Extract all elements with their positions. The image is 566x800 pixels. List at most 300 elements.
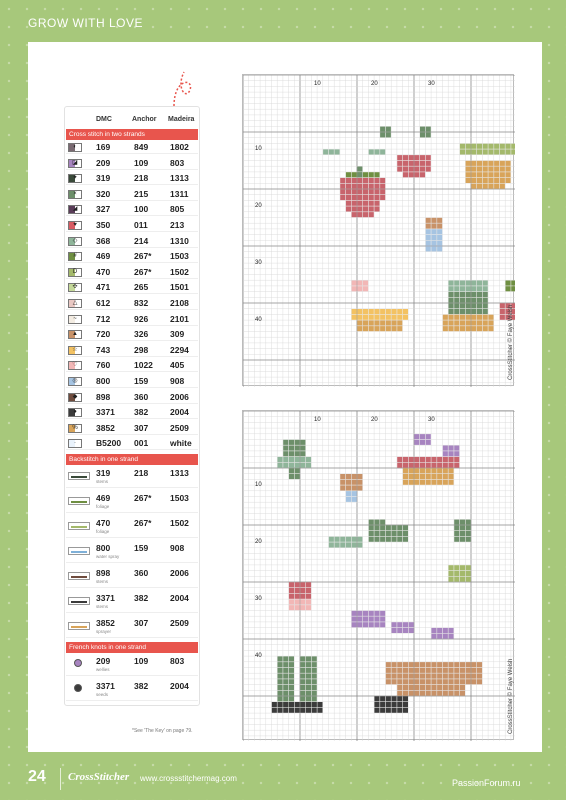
stitch-cell (369, 149, 374, 154)
stitch-cell (477, 674, 482, 679)
stitch-cell (312, 668, 317, 673)
ribbon-loop-icon (172, 68, 196, 108)
madeira-code: 309 (170, 329, 185, 340)
stitch-cell (374, 172, 379, 177)
stitch-cell (352, 172, 357, 177)
stitch-cell (414, 167, 419, 172)
stitch-cell (380, 525, 385, 530)
stitch-cell (300, 594, 305, 599)
stitch-cell (403, 315, 408, 320)
axis-label-left: 10 (255, 146, 262, 152)
stitch-cell (374, 184, 379, 189)
cross-stitch-row (66, 235, 198, 248)
stitch-cell (283, 702, 288, 707)
stitch-cell (289, 702, 294, 707)
line-swatch (68, 522, 90, 530)
stitch-cell (471, 326, 476, 331)
stitch-cell (363, 320, 368, 325)
stitch-cell (454, 281, 459, 286)
stitch-cell (306, 702, 311, 707)
stitch-cell (346, 189, 351, 194)
stitch-cell (500, 144, 505, 149)
stitch-cell (397, 167, 402, 172)
stitch-cell (295, 702, 300, 707)
line-swatch (68, 472, 90, 480)
dmc-code: 209 (96, 656, 111, 666)
stitch-cell (477, 298, 482, 303)
stitch-cell (346, 201, 351, 206)
stitch-cell (506, 178, 511, 183)
stitch-cell (437, 241, 442, 246)
dmc-code: 469 (96, 493, 111, 503)
anchor-code: 218 (134, 173, 149, 184)
stitch-cell (403, 662, 408, 667)
stitch-cell (454, 303, 459, 308)
stitch-cell (460, 674, 465, 679)
stitch-cell (374, 622, 379, 627)
stitch-cell (437, 668, 442, 673)
stitch-cell (380, 696, 385, 701)
stitch-cell (363, 622, 368, 627)
stitch-cell (477, 303, 482, 308)
anchor-code: 326 (134, 329, 149, 340)
stitch-cell (357, 542, 362, 547)
stitch-cell (380, 320, 385, 325)
stitch-cell (449, 320, 454, 325)
stitch-cell (357, 611, 362, 616)
symbol-swatch: ◇ (68, 237, 82, 246)
cross-stitch-row (66, 422, 198, 435)
stitch-cell (397, 679, 402, 684)
stitch-cell (500, 309, 505, 314)
stitch-cell (420, 679, 425, 684)
stitch-cell (312, 679, 317, 684)
stitch-cell (506, 167, 511, 172)
stitch-cell (312, 708, 317, 713)
stitch-cell (443, 474, 448, 479)
stitch-cell (300, 605, 305, 610)
stitch-cell (369, 212, 374, 217)
stitch-cell (477, 315, 482, 320)
anchor-code: 267* (134, 518, 152, 528)
stitch-cell (300, 457, 305, 462)
stitch-cell (409, 155, 414, 160)
stitch-cell (380, 149, 385, 154)
stitch-cell (477, 679, 482, 684)
dmc-code: 800 (96, 376, 111, 386)
stitch-cell (494, 144, 499, 149)
stitch-cell (403, 685, 408, 690)
madeira-code: 2006 (170, 391, 189, 402)
pattern-chart-bottom (242, 410, 514, 740)
stitch-cell (403, 309, 408, 314)
stitch-cell (477, 172, 482, 177)
stitch-cell (506, 172, 511, 177)
symbol-swatch: ▲ (68, 330, 82, 339)
stitch-cell (278, 457, 283, 462)
stitch-cell (454, 525, 459, 530)
stitch-cell (386, 326, 391, 331)
stitch-cell (357, 212, 362, 217)
column-header-dmc: DMC (96, 116, 112, 123)
stitch-cell (289, 451, 294, 456)
madeira-code: 2004 (170, 407, 189, 418)
stitch-cell (500, 184, 505, 189)
stitch-cell (454, 292, 459, 297)
stitch-cell (403, 674, 408, 679)
madeira-code: 2108 (170, 298, 189, 308)
stitch-cell (363, 309, 368, 314)
stitch-cell (289, 594, 294, 599)
cross-stitch-row (66, 297, 198, 310)
stitch-cell (426, 241, 431, 246)
stitch-cell (317, 702, 322, 707)
stitch-cell (289, 468, 294, 473)
stitch-cell (289, 656, 294, 661)
stitch-cell (477, 326, 482, 331)
stitch-cell (409, 691, 414, 696)
stitch-cell (352, 315, 357, 320)
stitch-cell (340, 184, 345, 189)
stitch-cell (420, 662, 425, 667)
stitch-cell (346, 178, 351, 183)
stitch-cell (403, 525, 408, 530)
stitch-cell (420, 480, 425, 485)
stitch-cell (386, 315, 391, 320)
stitch-cell (460, 668, 465, 673)
stitch-cell (431, 474, 436, 479)
chart-bottom-credit: CrossStitcher © Faye Welsh (508, 658, 514, 734)
stitch-cell (278, 463, 283, 468)
backstitch-row (66, 566, 198, 588)
stitch-cell (346, 542, 351, 547)
stitch-cell (363, 617, 368, 622)
stitch-cell (386, 132, 391, 137)
madeira-code: 1501 (170, 282, 189, 293)
stitch-cell (312, 674, 317, 679)
stitch-cell (500, 178, 505, 183)
stitch-cell (357, 320, 362, 325)
stitch-cell (431, 628, 436, 633)
stitch-cell (449, 309, 454, 314)
stitch-cell (437, 679, 442, 684)
stitch-cell (437, 634, 442, 639)
stitch-cell (397, 685, 402, 690)
stitch-cell (426, 132, 431, 137)
backstitch-row (66, 491, 198, 513)
cross-stitch-row (66, 266, 198, 279)
stitch-cell (506, 161, 511, 166)
stitch-cell (397, 463, 402, 468)
stitch-cell (443, 480, 448, 485)
cross-stitch-row (66, 219, 198, 232)
stitch-cell (300, 588, 305, 593)
french-knot-row (66, 679, 198, 701)
stitch-cell (278, 691, 283, 696)
cross-stitch-row (66, 328, 198, 341)
stitch-cell (386, 309, 391, 314)
stitch-cell (454, 315, 459, 320)
stitch-cell (289, 685, 294, 690)
stitch-cell (386, 679, 391, 684)
stitch-cell (466, 178, 471, 183)
dmc-code: 712 (96, 313, 111, 324)
stitch-cell (460, 565, 465, 570)
stitch-cell (397, 537, 402, 542)
stitch-cell (363, 189, 368, 194)
column-header-madeira: Madeira (168, 116, 195, 123)
french-knot-row (66, 654, 198, 676)
stitch-cell (352, 212, 357, 217)
stitch-cell (471, 674, 476, 679)
stitch-cell (466, 303, 471, 308)
stitch-cell (300, 662, 305, 667)
stitch-cell (471, 281, 476, 286)
stitch-cell (409, 474, 414, 479)
dmc-code: 169 (96, 142, 111, 152)
stitch-cell (431, 691, 436, 696)
stitch-cell (397, 457, 402, 462)
dmc-code: 898 (96, 391, 111, 402)
stitch-cell (300, 691, 305, 696)
stitch-cell (289, 599, 294, 604)
cross-stitch-row (66, 157, 198, 170)
stitch-cell (443, 315, 448, 320)
madeira-code: 2509 (170, 618, 189, 628)
stitch-cell (426, 457, 431, 462)
stitch-cell (494, 172, 499, 177)
stitch-cell (397, 622, 402, 627)
stitch-cell (454, 298, 459, 303)
stitch-cell (449, 668, 454, 673)
stitch-cell (431, 246, 436, 251)
stitch-cell (300, 582, 305, 587)
stitch-cell (426, 229, 431, 234)
stitch-cell (374, 696, 379, 701)
stitch-cell (295, 446, 300, 451)
symbol-swatch: ♥ (68, 221, 82, 230)
stitch-cell (466, 525, 471, 530)
stitch-cell (431, 468, 436, 473)
stitch-cell (403, 474, 408, 479)
stitch-cell (466, 520, 471, 525)
madeira-code: 2004 (170, 593, 189, 603)
anchor-code: 100 (134, 204, 149, 215)
stitch-cell (431, 668, 436, 673)
anchor-code: 360 (134, 568, 149, 578)
stitch-cell (295, 468, 300, 473)
stitch-cell (369, 537, 374, 542)
madeira-code: 2101 (170, 313, 189, 324)
stitch-cell (283, 668, 288, 673)
stitch-cell (449, 292, 454, 297)
anchor-code: 926 (134, 313, 149, 324)
stitch-cell (414, 172, 419, 177)
stitch-cell (352, 497, 357, 502)
stitch-cell (346, 480, 351, 485)
stitch-cell (466, 537, 471, 542)
stitch-cell (352, 206, 357, 211)
madeira-code: 1503 (170, 251, 189, 262)
stitch-cell (386, 708, 391, 713)
stitch-cell (477, 161, 482, 166)
stitch-cell (312, 696, 317, 701)
symbol-swatch: % (68, 424, 82, 433)
stitch-cell (295, 605, 300, 610)
symbol-swatch: ◎ (68, 377, 82, 386)
stitch-cell (403, 628, 408, 633)
stitch-cell (306, 457, 311, 462)
stitch-cell (374, 309, 379, 314)
stitch-cell (443, 463, 448, 468)
stitch-cell (272, 702, 277, 707)
anchor-code: 832 (134, 298, 149, 308)
stitch-cell (397, 702, 402, 707)
dmc-code: 319 (96, 468, 111, 478)
stitch-cell (454, 685, 459, 690)
stitch-cell (289, 679, 294, 684)
stitch-cell (300, 702, 305, 707)
stitch-cell (295, 588, 300, 593)
madeira-code: 2004 (170, 681, 189, 691)
stitch-cell (426, 434, 431, 439)
stitch-cell (352, 474, 357, 479)
stitch-cell (403, 172, 408, 177)
stitch-cell (289, 457, 294, 462)
stitch-cell (449, 457, 454, 462)
watermark: PassionForum.ru (452, 778, 521, 788)
stitch-cell (403, 161, 408, 166)
stitch-cell (488, 167, 493, 172)
stitch-cell (380, 708, 385, 713)
stitch-cell (374, 315, 379, 320)
chart-bottom-grid (243, 411, 515, 741)
stitch-cell (420, 127, 425, 132)
stitch-cell (357, 184, 362, 189)
stitch-cell (357, 485, 362, 490)
usage-note: stems (96, 479, 109, 484)
anchor-code: 382 (134, 681, 149, 691)
stitch-cell (357, 281, 362, 286)
stitch-cell (278, 662, 283, 667)
usage-note: stems (96, 579, 109, 584)
stitch-cell (392, 702, 397, 707)
stitch-cell (426, 662, 431, 667)
axis-label-top: 30 (428, 417, 435, 423)
stitch-cell (443, 326, 448, 331)
stitch-cell (306, 605, 311, 610)
stitch-cell (397, 161, 402, 166)
stitch-cell (392, 668, 397, 673)
symbol-swatch: ✦ (68, 174, 82, 183)
stitch-cell (426, 685, 431, 690)
stitch-cell (352, 611, 357, 616)
stitch-cell (466, 144, 471, 149)
stitch-cell (443, 691, 448, 696)
stitch-cell (488, 144, 493, 149)
stitch-cell (329, 537, 334, 542)
stitch-cell (449, 286, 454, 291)
stitch-cell (392, 679, 397, 684)
stitch-cell (289, 446, 294, 451)
stitch-cell (420, 463, 425, 468)
stitch-cell (409, 457, 414, 462)
stitch-cell (460, 679, 465, 684)
stitch-cell (300, 599, 305, 604)
stitch-cell (352, 622, 357, 627)
stitch-cell (460, 691, 465, 696)
stitch-cell (454, 662, 459, 667)
stitch-cell (449, 326, 454, 331)
stitch-cell (306, 656, 311, 661)
dmc-code: 3852 (96, 422, 115, 433)
stitch-cell (397, 309, 402, 314)
usage-note: seeds (96, 692, 109, 697)
symbol-swatch: ◪ (68, 159, 82, 168)
stitch-cell (466, 577, 471, 582)
madeira-code: white (170, 438, 192, 449)
stitch-cell (374, 320, 379, 325)
stitch-cell (483, 167, 488, 172)
stitch-cell (357, 315, 362, 320)
stitch-cell (335, 542, 340, 547)
stitch-cell (357, 326, 362, 331)
stitch-cell (426, 468, 431, 473)
stitch-cell (409, 161, 414, 166)
stitch-cell (471, 309, 476, 314)
stitch-cell (392, 315, 397, 320)
stitch-cell (397, 668, 402, 673)
stitch-cell (363, 195, 368, 200)
stitch-cell (357, 172, 362, 177)
stitch-cell (431, 685, 436, 690)
stitch-cell (363, 184, 368, 189)
stitch-cell (403, 463, 408, 468)
madeira-code: 405 (170, 360, 185, 371)
stitch-cell (420, 172, 425, 177)
cross-stitch-row (66, 406, 198, 419)
stitch-cell (295, 599, 300, 604)
anchor-code: 011 (134, 220, 148, 230)
madeira-code: 908 (170, 376, 185, 386)
stitch-cell (409, 463, 414, 468)
stitch-cell (483, 281, 488, 286)
stitch-cell (397, 628, 402, 633)
stitch-cell (340, 537, 345, 542)
stitch-cell (403, 155, 408, 160)
stitch-cell (374, 611, 379, 616)
madeira-code: 908 (170, 543, 185, 553)
stitch-cell (420, 457, 425, 462)
stitch-cell (352, 195, 357, 200)
symbol-swatch: ☆ (68, 346, 82, 355)
stitch-cell (295, 594, 300, 599)
stitch-cell (449, 662, 454, 667)
madeira-code: 1310 (170, 235, 189, 246)
stitch-cell (346, 497, 351, 502)
stitch-cell (397, 662, 402, 667)
line-swatch (68, 547, 90, 555)
stitch-cell (506, 286, 511, 291)
stitch-cell (397, 525, 402, 530)
stitch-cell (500, 167, 505, 172)
stitch-cell (392, 320, 397, 325)
stitch-cell (426, 691, 431, 696)
madeira-code: 213 (170, 220, 185, 230)
stitch-cell (409, 172, 414, 177)
stitch-cell (295, 474, 300, 479)
stitch-cell (420, 167, 425, 172)
